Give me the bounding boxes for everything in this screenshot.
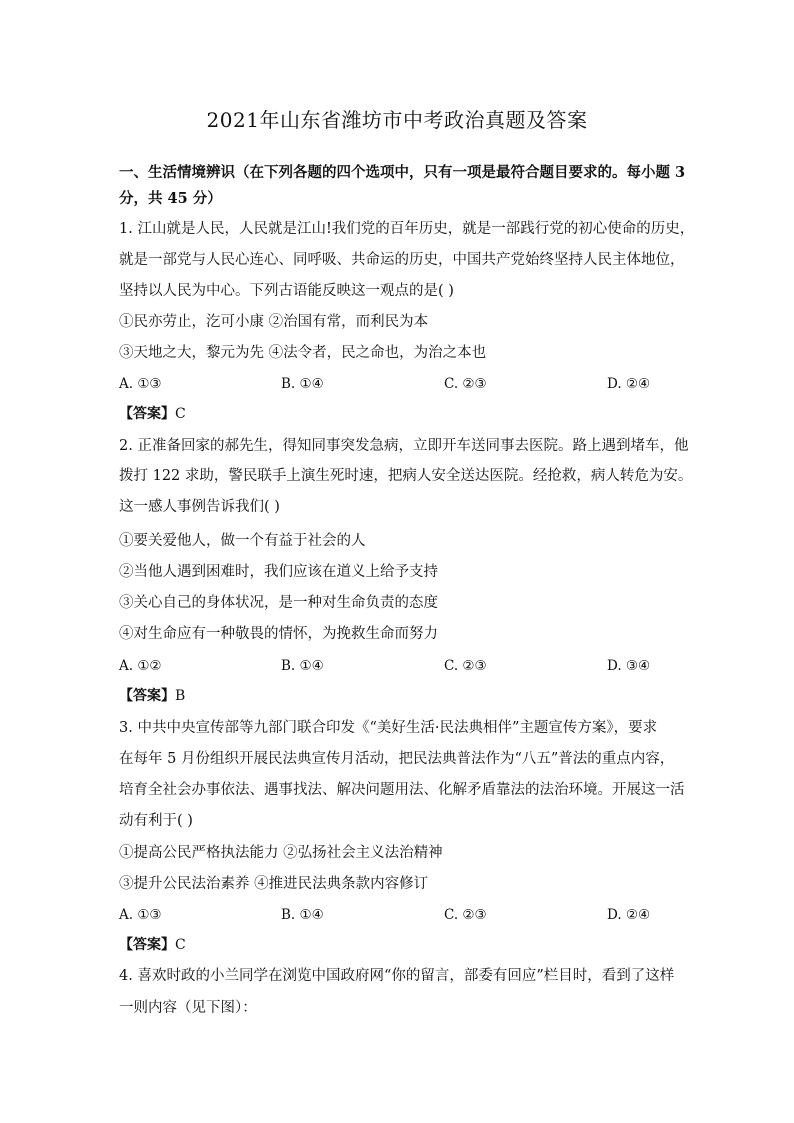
q1-stem-line-1: 1. 江山就是人民，人民就是江山!我们党的百年历史，就是一部践行党的初心使命的历史， [119, 221, 695, 237]
q1-stem-line-3: 坚持以人民为中心。下列古语能反映这一观点的是( ) [119, 283, 454, 299]
page-title: 2021年山东省潍坊市中考政治真题及答案 [206, 108, 588, 132]
q3-item-line-1: ①提高公民严格执法能力 ②弘扬社会主义法治精神 [119, 845, 443, 861]
q2-stem-line-1: 2. 正准备回家的郝先生，得知同事突发急病，立即开车送同事去医院。路上遇到堵车，他 [119, 438, 689, 454]
q1-option-b: B. ①④ [281, 376, 324, 392]
q1-item-line-1: ①民亦劳止，汔可小康 ②治国有常，而利民为本 [119, 314, 429, 330]
q2-stem-line-2: 拨打 122 求助，警民联手上演生死时速，把病人安全送达医院。经抢救，病人转危为安。 [119, 468, 693, 484]
q2-answer [119, 686, 185, 706]
q2-item-line-2: ②当他人遇到困难时，我们应该在道义上给予支持 [119, 564, 438, 580]
section-heading-line-2: 分，共 45 分） [119, 190, 222, 207]
q4-stem-line-2: 一则内容（见下图）： [119, 1000, 257, 1016]
q1-option-d: D. ②④ [607, 376, 651, 392]
q2-item-line-1: ①要关爱他人，做一个有益于社会的人 [119, 533, 366, 549]
answer-value: C [175, 937, 186, 953]
q2-item-line-4: ④对生命应有一种敬畏的情怀，为挽救生命而努力 [119, 626, 438, 642]
answer-value: B [175, 688, 186, 704]
q1-option-c: C. ②③ [444, 376, 487, 392]
answer-label: 【答案】 [119, 937, 175, 953]
q2-option-c: C. ②③ [444, 658, 487, 674]
q1-stem-line-2: 就是一部党与人民心连心、同呼吸、共命运的历史，中国共产党始终坚持人民主体地位， [119, 252, 685, 268]
q3-stem-line-4: 动有利于( ) [119, 813, 193, 829]
q3-stem-line-1: 3. 中共中央宣传部等九部门联合印发《“美好生活·民法典相伴”主题宣传方案》，要求 [119, 720, 658, 736]
q3-option-d: D. ②④ [607, 907, 651, 923]
q2-option-a: A. ①② [119, 658, 162, 674]
q3-option-b: B. ①④ [281, 907, 324, 923]
q4-stem-line-1: 4. 喜欢时政的小兰同学在浏览中国政府网“你的留言，部委有回应”栏目时，看到了这样 [119, 968, 675, 984]
q2-item-line-3: ③关心自己的身体状况，是一种对生命负责的态度 [119, 595, 438, 611]
q2-option-d: D. ③④ [607, 658, 651, 674]
answer-label: 【答案】 [119, 688, 175, 704]
q1-option-a: A. ①③ [119, 376, 162, 392]
q3-stem-line-3: 培育全社会办事依法、遇事找法、解决问题用法、化解矛盾靠法的法治环境。开展这一活 [119, 782, 685, 798]
q3-answer [119, 935, 186, 955]
answer-value: C [175, 406, 186, 422]
q2-option-b: B. ①④ [281, 658, 324, 674]
q1-answer [119, 404, 186, 424]
section-heading-line-1: 一、生活情境辨识（在下列各题的四个选项中，只有一项是最符合题目要求的。每小题 3 [119, 164, 686, 181]
answer-label: 【答案】 [119, 406, 175, 422]
q3-option-a: A. ①③ [119, 907, 162, 923]
q1-item-line-2: ③天地之大，黎元为先 ④法令者，民之命也，为治之本也 [119, 345, 487, 361]
q3-option-c: C. ②③ [444, 907, 487, 923]
q2-stem-line-3: 这一感人事例告诉我们( ) [119, 499, 280, 515]
q3-item-line-2: ③提升公民法治素养 ④推进民法典条款内容修订 [119, 876, 429, 892]
q3-stem-line-2: 在每年 5 月份组织开展民法典宣传月活动，把民法典普法作为“八五”普法的重点内容， [119, 751, 675, 767]
